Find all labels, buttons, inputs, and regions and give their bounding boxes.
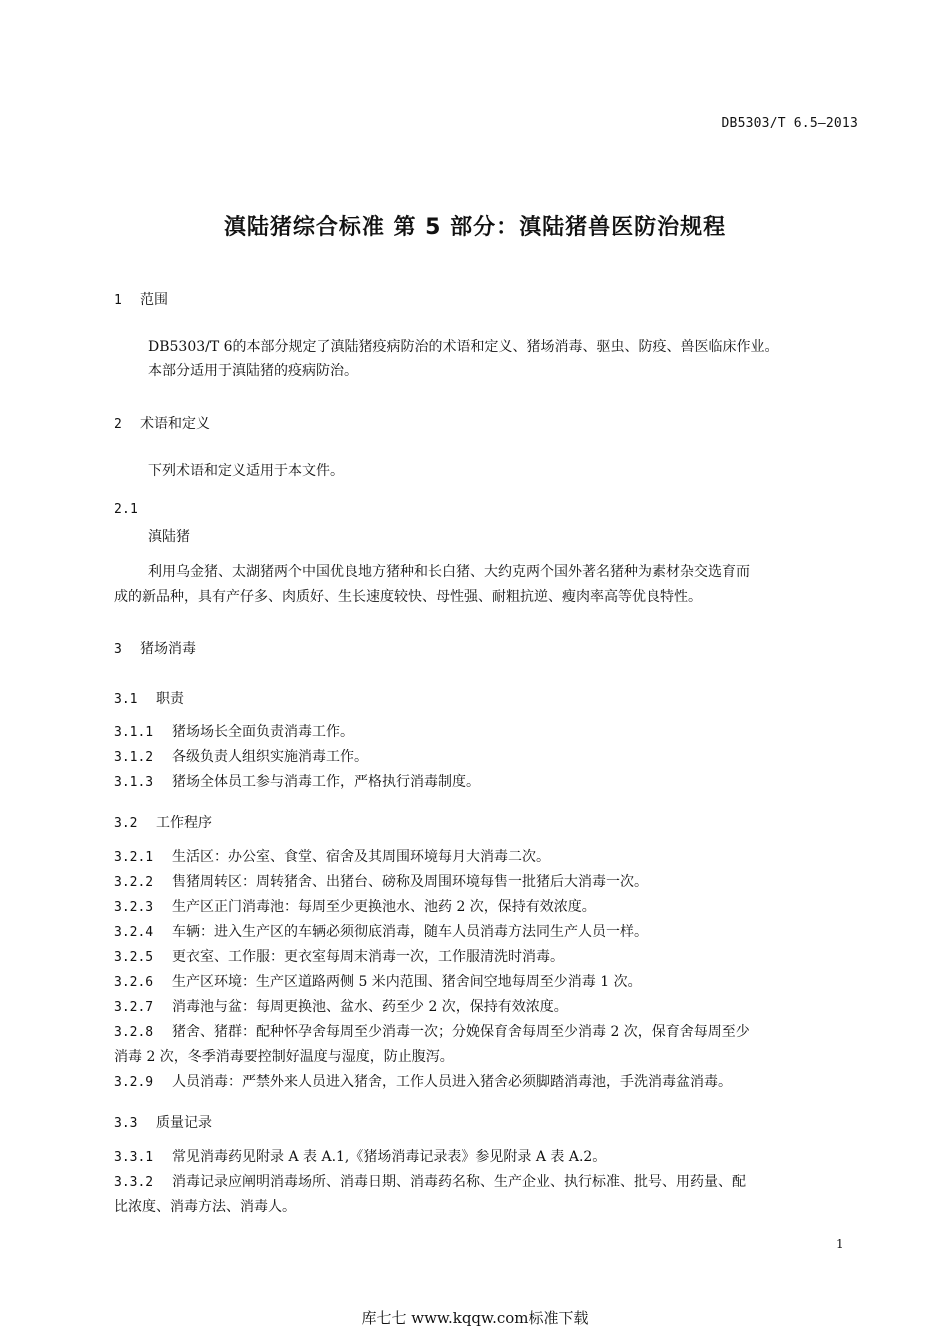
list-item bbox=[114, 1170, 746, 1195]
term-definition-line-2: 成的新品种，具有产仔多、肉质好、生长速度较快、母性强、耐粗抗逆、瘦肉率高等优良特性。 bbox=[114, 589, 702, 605]
item-number: 3.2.6 bbox=[114, 975, 154, 990]
terms-intro: 下列术语和定义适用于本文件。 bbox=[148, 463, 344, 479]
list-item bbox=[114, 1145, 606, 1170]
list-item bbox=[114, 945, 564, 970]
item-number: 3.3.2 bbox=[114, 1175, 154, 1190]
list-item bbox=[114, 895, 596, 920]
item-number: 3.3.1 bbox=[114, 1150, 154, 1165]
item-number: 3.2.8 bbox=[114, 1025, 154, 1040]
item-text: 车辆：进入生产区的车辆必须彻底消毒，随车人员消毒方法同生产人员一样。 bbox=[172, 924, 648, 940]
document-title: 滇陆猪综合标准 第 5 部分：滇陆猪兽医防治规程 bbox=[223, 215, 727, 240]
item-text: 常见消毒药见附录 A 表 A.1,《猪场消毒记录表》参见附录 A 表 A.2。 bbox=[172, 1149, 607, 1165]
item-text: 更衣室、工作服：更衣室每周末消毒一次，工作服清洗时消毒。 bbox=[172, 949, 564, 965]
document-code: DB5303/T 6.5—2013 bbox=[721, 116, 858, 131]
section-number: 2 bbox=[114, 417, 122, 432]
item-text: 售猪周转区：周转猪舍、出猪台、磅称及周围环境每售一批猪后大消毒一次。 bbox=[172, 874, 648, 890]
section-3-heading bbox=[114, 638, 196, 658]
item-text: 生活区：办公室、食堂、宿舍及其周围环境每月大消毒二次。 bbox=[172, 849, 550, 865]
subsection-3-3-heading bbox=[114, 1112, 212, 1132]
subsection-title: 质量记录 bbox=[156, 1115, 212, 1131]
item-text: 生产区正门消毒池：每周至少更换池水、池药 2 次，保持有效浓度。 bbox=[172, 899, 596, 915]
term-name: 滇陆猪 bbox=[148, 529, 190, 545]
term-number: 2.1 bbox=[114, 502, 139, 517]
item-number: 3.1.1 bbox=[114, 725, 154, 740]
item-number: 3.2.5 bbox=[114, 950, 154, 965]
list-item bbox=[114, 845, 550, 870]
item-number: 3.1.2 bbox=[114, 750, 154, 765]
item-number: 3.2.2 bbox=[114, 875, 154, 890]
item-text: 消毒记录应阐明消毒场所、消毒日期、消毒药名称、生产企业、执行标准、批号、用药量、配 bbox=[172, 1174, 746, 1190]
item-number: 3.2.7 bbox=[114, 1000, 154, 1015]
list-item bbox=[114, 970, 642, 995]
section-1-heading bbox=[114, 289, 168, 309]
list-item bbox=[114, 745, 368, 770]
section-number: 1 bbox=[114, 293, 122, 308]
section-title: 猪场消毒 bbox=[140, 641, 196, 657]
subsection-title: 工作程序 bbox=[156, 815, 212, 831]
subsection-3-2-heading bbox=[114, 812, 212, 832]
subsection-number: 3.3 bbox=[114, 1116, 138, 1131]
section-title: 范围 bbox=[140, 292, 168, 308]
page-number: 1 bbox=[836, 1237, 844, 1251]
list-item bbox=[114, 770, 480, 795]
section-number: 3 bbox=[114, 642, 122, 657]
scope-paragraph-2: 本部分适用于滇陆猪的疫病防治。 bbox=[148, 363, 358, 379]
list-item bbox=[114, 720, 354, 745]
item-number: 3.1.3 bbox=[114, 775, 154, 790]
subsection-3-1-heading bbox=[114, 688, 184, 708]
item-number: 3.2.9 bbox=[114, 1075, 154, 1090]
item-text: 各级负责人组织实施消毒工作。 bbox=[172, 749, 368, 765]
item-number: 3.2.4 bbox=[114, 925, 154, 940]
list-item bbox=[114, 920, 648, 945]
footer-watermark: 库七七 www.kqqw.com标准下载 bbox=[361, 1309, 589, 1327]
list-item-continuation: 消毒 2 次，冬季消毒要控制好温度与湿度，防止腹泻。 bbox=[114, 1049, 454, 1065]
item-text: 消毒池与盆：每周更换池、盆水、药至少 2 次，保持有效浓度。 bbox=[172, 999, 568, 1015]
item-text: 猪场场长全面负责消毒工作。 bbox=[172, 724, 354, 740]
item-number: 3.2.1 bbox=[114, 850, 154, 865]
section-title: 术语和定义 bbox=[140, 416, 210, 432]
list-item bbox=[114, 1070, 732, 1095]
list-item bbox=[114, 1020, 750, 1045]
term-definition-line-1: 利用乌金猪、太湖猪两个中国优良地方猪种和长白猪、大约克两个国外著名猪种为素材杂交选育而 bbox=[148, 564, 750, 580]
item-text: 生产区环境：生产区道路两侧 5 米内范围、猪舍间空地每周至少消毒 1 次。 bbox=[172, 974, 642, 990]
section-2-heading bbox=[114, 413, 210, 433]
item-text: 猪场全体员工参与消毒工作，严格执行消毒制度。 bbox=[172, 774, 480, 790]
subsection-title: 职责 bbox=[156, 691, 184, 707]
subsection-number: 3.1 bbox=[114, 692, 138, 707]
list-item bbox=[114, 870, 648, 895]
item-text: 猪舍、猪群：配种怀孕舍每周至少消毒一次；分娩保育舍每周至少消毒 2 次，保育舍每周至少 bbox=[172, 1024, 750, 1040]
subsection-number: 3.2 bbox=[114, 816, 138, 831]
item-number: 3.2.3 bbox=[114, 900, 154, 915]
list-item-continuation: 比浓度、消毒方法、消毒人。 bbox=[114, 1199, 296, 1215]
list-item bbox=[114, 995, 568, 1020]
scope-paragraph-1: DB5303/T 6的本部分规定了滇陆猪疫病防治的术语和定义、猪场消毒、驱虫、防疫、兽医临床作业。 bbox=[148, 339, 779, 355]
item-text: 人员消毒：严禁外来人员进入猪舍，工作人员进入猪舍必须脚踏消毒池，手洗消毒盆消毒。 bbox=[172, 1074, 732, 1090]
